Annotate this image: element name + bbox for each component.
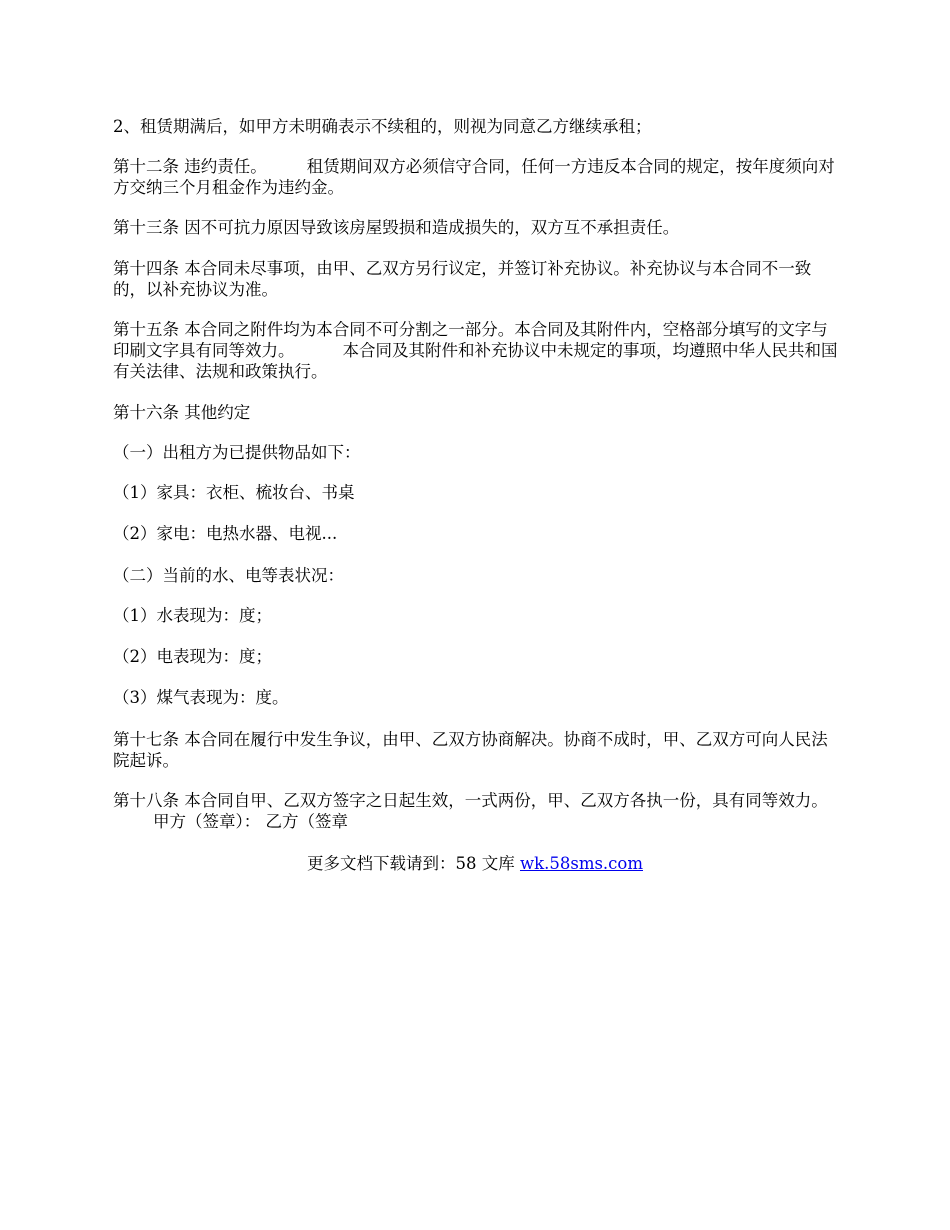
paragraph-text: （1）水表现为：度；	[113, 606, 272, 625]
paragraph-lease-renewal	[113, 116, 843, 137]
paragraph-text: 第十七条 本合同在履行中发生争议，由甲、乙双方协商解决。协商不成时，甲、乙双方可向人民法院起诉。	[113, 730, 828, 770]
paragraph-article-16	[113, 402, 843, 423]
paragraph-article-13	[113, 217, 843, 238]
footer-text: 更多文档下载请到：58 文库	[306, 854, 520, 873]
list-item-gas-meter	[113, 687, 843, 708]
paragraph-text: 2、租赁期满后，如甲方未明确表示不续租的，则视为同意乙方继续承租；	[113, 117, 652, 136]
paragraph-text: （一）出租方为已提供物品如下：	[113, 443, 361, 462]
paragraph-article-15	[113, 319, 843, 382]
paragraph-article-18	[113, 790, 843, 832]
footer-link[interactable]: wk.58sms.com	[519, 854, 643, 873]
list-item-appliances	[113, 523, 843, 544]
paragraph-text: 租赁期间双方必须信守合同，任何一方违反本合同的规定，按年度须向对方交纳三个月租金作为违约金。	[113, 157, 835, 197]
paragraph-text: （1）家具：衣柜、梳妆台、书桌	[113, 483, 355, 502]
paragraph-text: 第十八条 本合同自甲、乙双方签字之日起生效，一式两份，甲、乙双方各执一份，具有同等效力。	[113, 791, 828, 810]
paragraph-text: （2）家电：电热水器、电视...	[113, 524, 338, 543]
paragraph-article-17	[113, 729, 843, 771]
paragraph-article-14	[113, 258, 843, 300]
paragraph-text: 第十三条 因不可抗力原因导致该房屋毁损和造成损失的，双方互不承担责任。	[113, 218, 680, 237]
list-item-provided-items	[113, 442, 843, 463]
article-heading: 第十二条 违约责任。	[113, 157, 267, 176]
signature-line: 甲方（签章）： 乙方（签章	[153, 812, 348, 831]
paragraph-text: （二）当前的水、电等表状况：	[113, 566, 344, 585]
paragraph-text: 第十四条 本合同未尽事项，由甲、乙双方另行议定，并签订补充协议。补充协议与本合同不一致的，以补充协议为准。	[113, 259, 812, 299]
paragraph-text: （3）煤气表现为：度。	[113, 688, 289, 707]
download-footer	[0, 853, 950, 874]
paragraph-text: 第十五条 本合同之附件均为本合同不可分割之一部分。本合同及其附件内，空格部分填写的文字与印刷文字具有同等效力。	[113, 320, 828, 360]
list-item-furniture	[113, 482, 843, 503]
paragraph-text: 第十六条 其他约定	[113, 403, 251, 422]
paragraph-text: （2）电表现为：度；	[113, 647, 272, 666]
paragraph-text: 本合同及其附件和补充协议中未规定的事项，均遵照中华人民共和国有关法律、法规和政策执行。	[113, 341, 838, 381]
paragraph-article-12	[113, 156, 843, 198]
list-item-electric-meter	[113, 646, 843, 667]
list-item-meter-status	[113, 565, 843, 586]
list-item-water-meter	[113, 605, 843, 626]
